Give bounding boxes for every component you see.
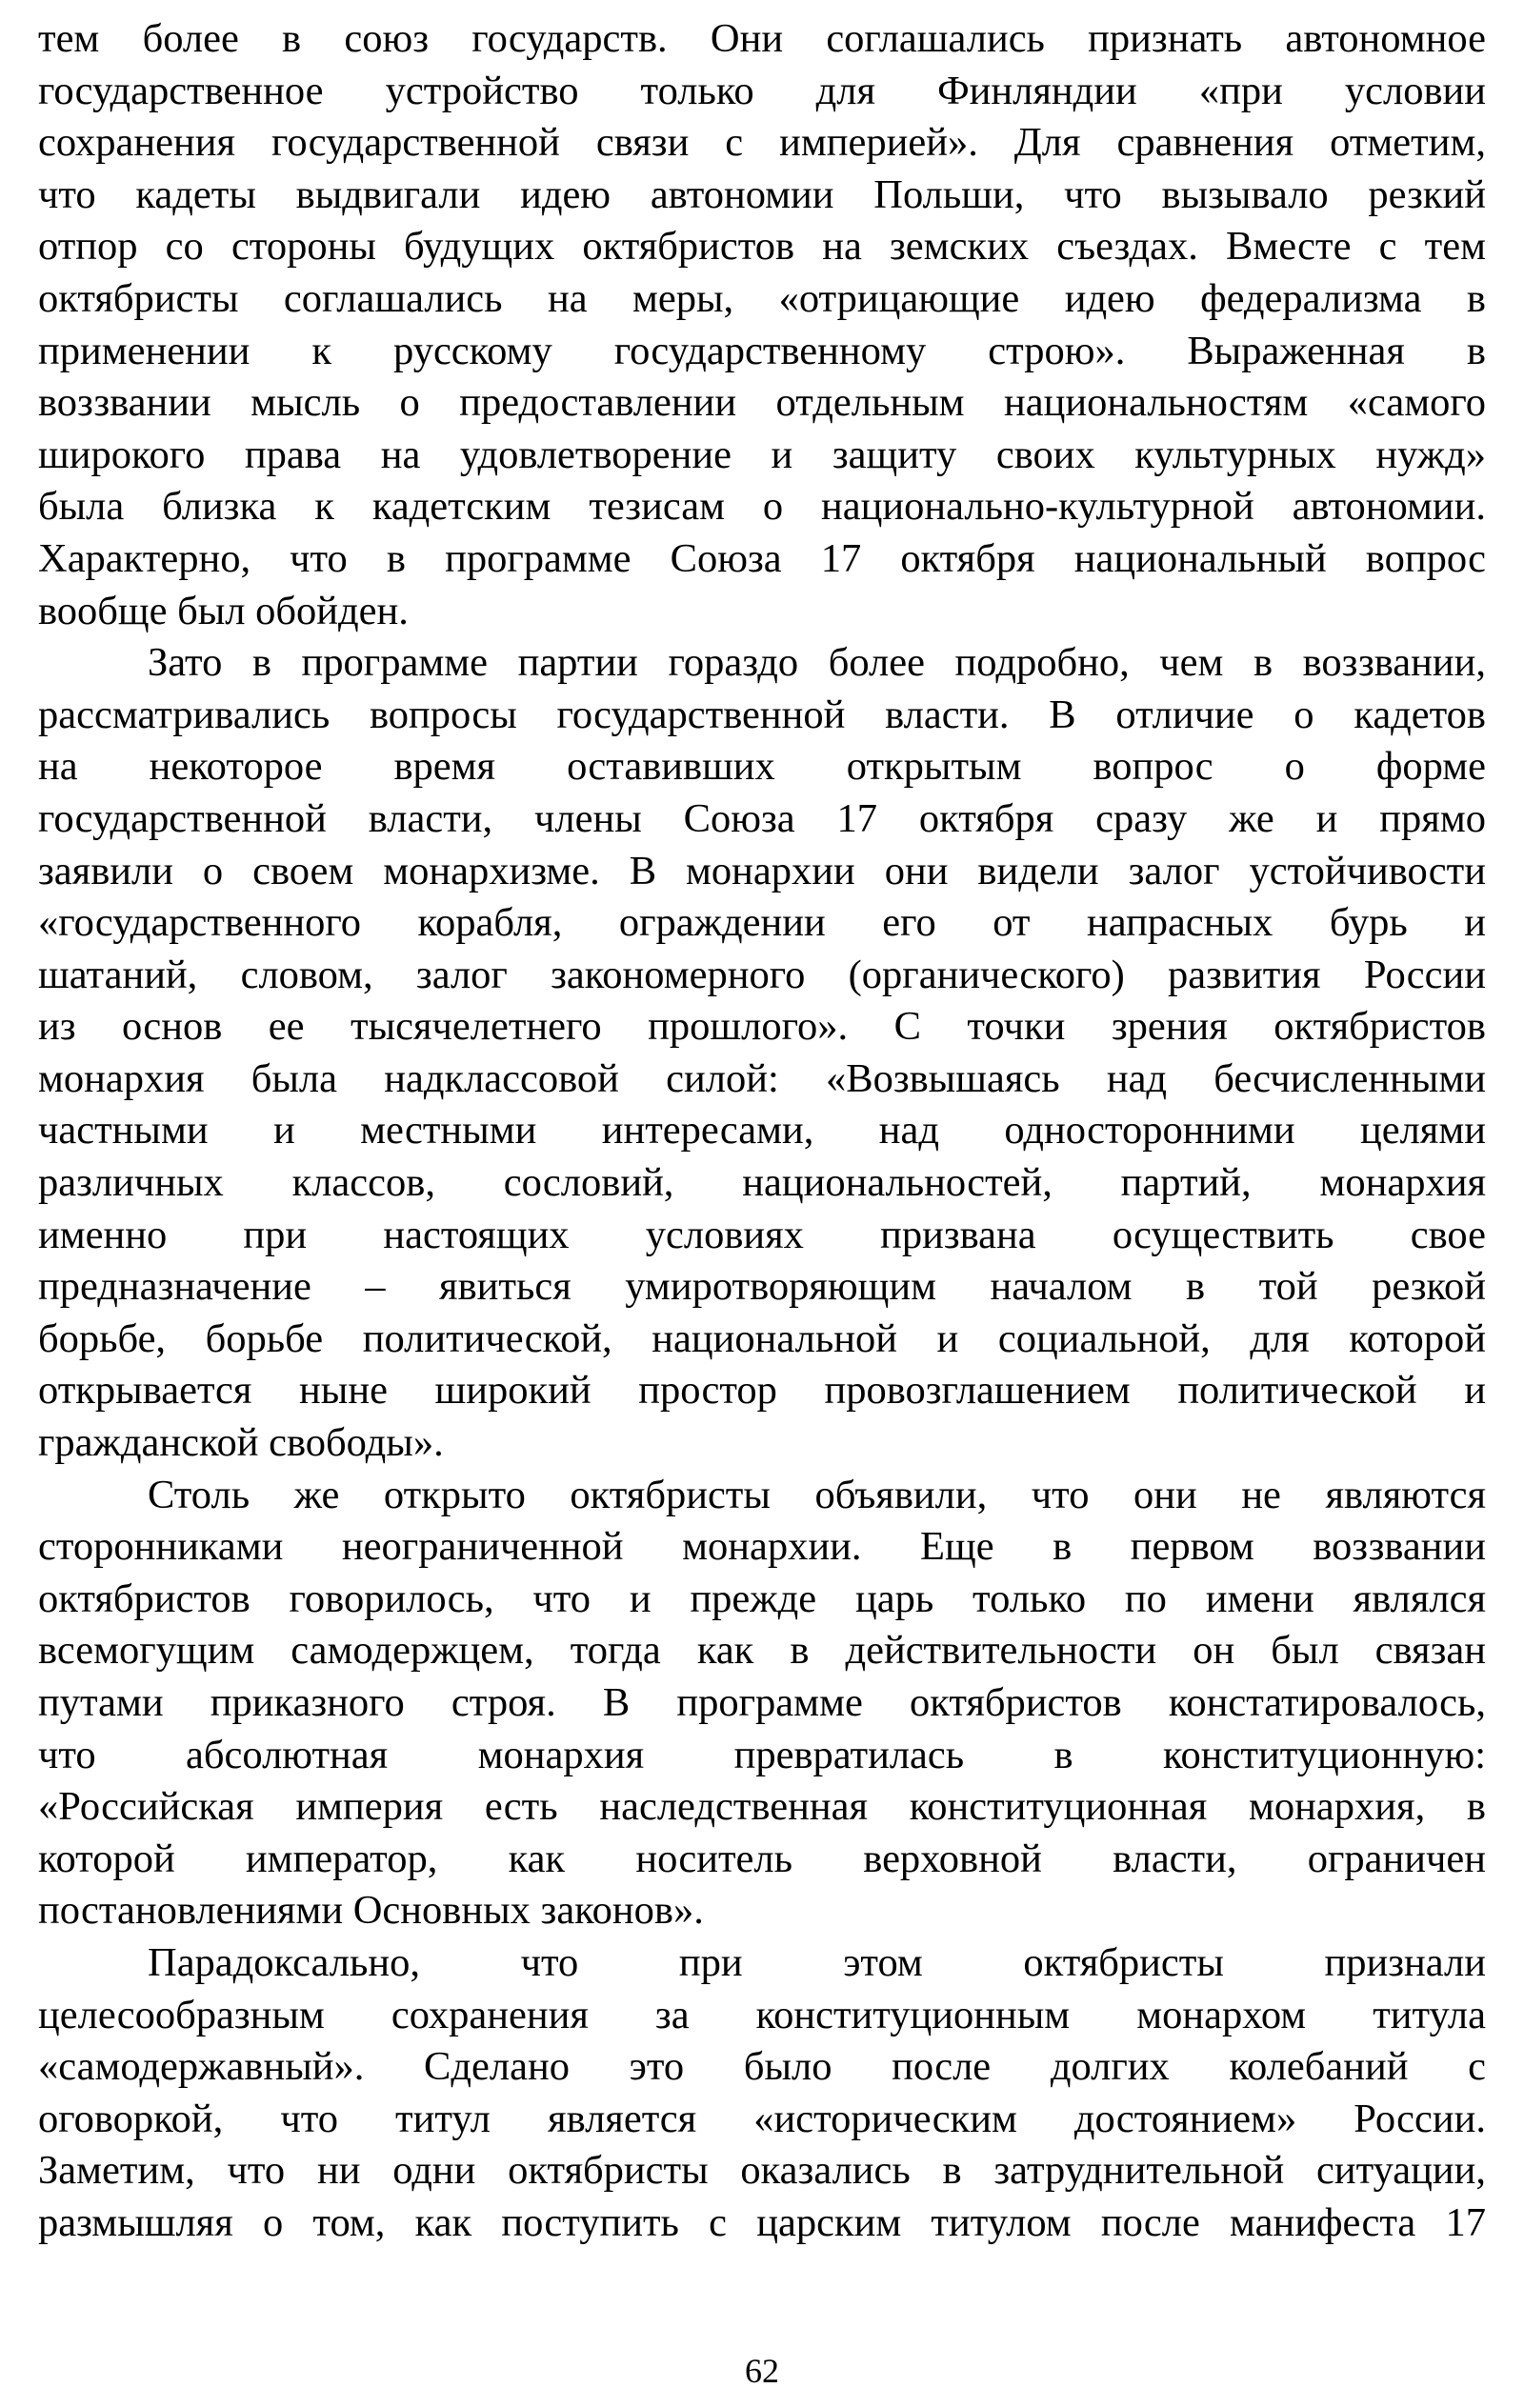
text-line: октябристы соглашались на меры, «отрицающие идею федерализма в [38,275,1486,321]
text-line: государственное устройство только для Финляндии «при условии [38,68,1486,113]
text-line: «Российская империя есть наследственная конституционная монархия, в [38,1784,1486,1830]
text-line: шатаний, словом, залог закономерного (органического) развития России [38,952,1486,997]
text-line: тем более в союз государств. Они соглашались признать автономное [38,16,1486,61]
text-line: вообще был обойден. [38,588,409,633]
text-line: различных классов, сословий, национальностей, партий, монархия [38,1160,1486,1206]
text-line: «государственного корабля, ограждении его от напрасных бурь и [38,900,1486,946]
text-line: открывается ныне широкий простор провозглашением политической и [38,1368,1486,1414]
text-line: гражданской свободы». [38,1420,444,1466]
text-line: государственной власти, члены Союза 17 октября сразу же и прямо [38,795,1486,841]
text-line: оговоркой, что титул является «историческим достоянием» России. [38,2096,1486,2141]
text-line: что абсолютная монархия превратилась в конституционную: [38,1732,1486,1777]
text-line: применении к русскому государственному строю». Выраженная в [38,328,1486,373]
text-line: именно при настоящих условиях призвана осуществить свое [38,1212,1486,1257]
text-line: борьбе, борьбе политической, национальной и социальной, для которой [38,1315,1486,1361]
text-line: предназначение – явиться умиротворяющим началом в той резкой [38,1264,1486,1310]
page-number: 62 [745,2352,779,2390]
text-line: сохранения государственной связи с империей». Для сравнения отметим, [38,120,1486,166]
text-line: всемогущим самодержцем, тогда как в действительности он был связан [38,1628,1486,1674]
text-line: широкого права на удовлетворение и защиту своих культурных нужд» [38,431,1486,477]
text-line: Характерно, что в программе Союза 17 октября национальный вопрос [38,535,1486,581]
text-line: октябристов говорилось, что и прежде царь только по имени являлся [38,1575,1486,1621]
text-line: постановлениями Основных законов». [38,1888,704,1934]
text-line: путами приказного строя. В программе октябристов констатировалось, [38,1680,1486,1725]
text-line: из основ ее тысячелетнего прошлого». С точки зрения октябристов [38,1004,1486,1050]
body-text [38,13,1486,2250]
text-line: воззвании мысль о предоставлении отдельным национальностям «самого [38,380,1486,426]
text-line: размышляя о том, как поступить с царским титулом после манифеста 17 [38,2199,1486,2245]
text-line: Заметим, что ни одни октябристы оказались в затруднительной ситуации, [38,2148,1486,2194]
text-line: «самодержавный». Сделано это было после долгих колебаний с [38,2044,1486,2090]
text-line: которой император, как носитель верховной власти, ограничен [38,1836,1486,1881]
text-line: рассматривались вопросы государственной власти. В отличие о кадетов [38,692,1486,737]
text-line: была близка к кадетским тезисам о национально-культурной автономии. [38,484,1486,530]
text-line: Столь же открыто октябристы объявили, что они не являются [148,1472,1486,1517]
text-line: заявили о своем монархизме. В монархии они видели залог устойчивости [38,848,1486,893]
text-line: Парадоксально, что при этом октябристы признали [148,1939,1486,1985]
text-line: частными и местными интересами, над односторонними целями [38,1108,1486,1154]
text-line: монархия была надклассовой силой: «Возвышаясь над бесчисленными [38,1055,1486,1101]
text-line: Зато в программе партии гораздо более подробно, чем в воззвании, [148,640,1486,686]
text-line: сторонниками неограниченной монархии. Еще в первом воззвании [38,1524,1486,1570]
text-line: отпор со стороны будущих октябристов на земских съездах. Вместе с тем [38,224,1486,270]
text-line: на некоторое время оставивших открытым вопрос о форме [38,744,1486,790]
text-line: что кадеты выдвигали идею автономии Польши, что вызывало резкий [38,171,1486,217]
text-line: целесообразным сохранения за конституционным монархом титула [38,1992,1486,2037]
